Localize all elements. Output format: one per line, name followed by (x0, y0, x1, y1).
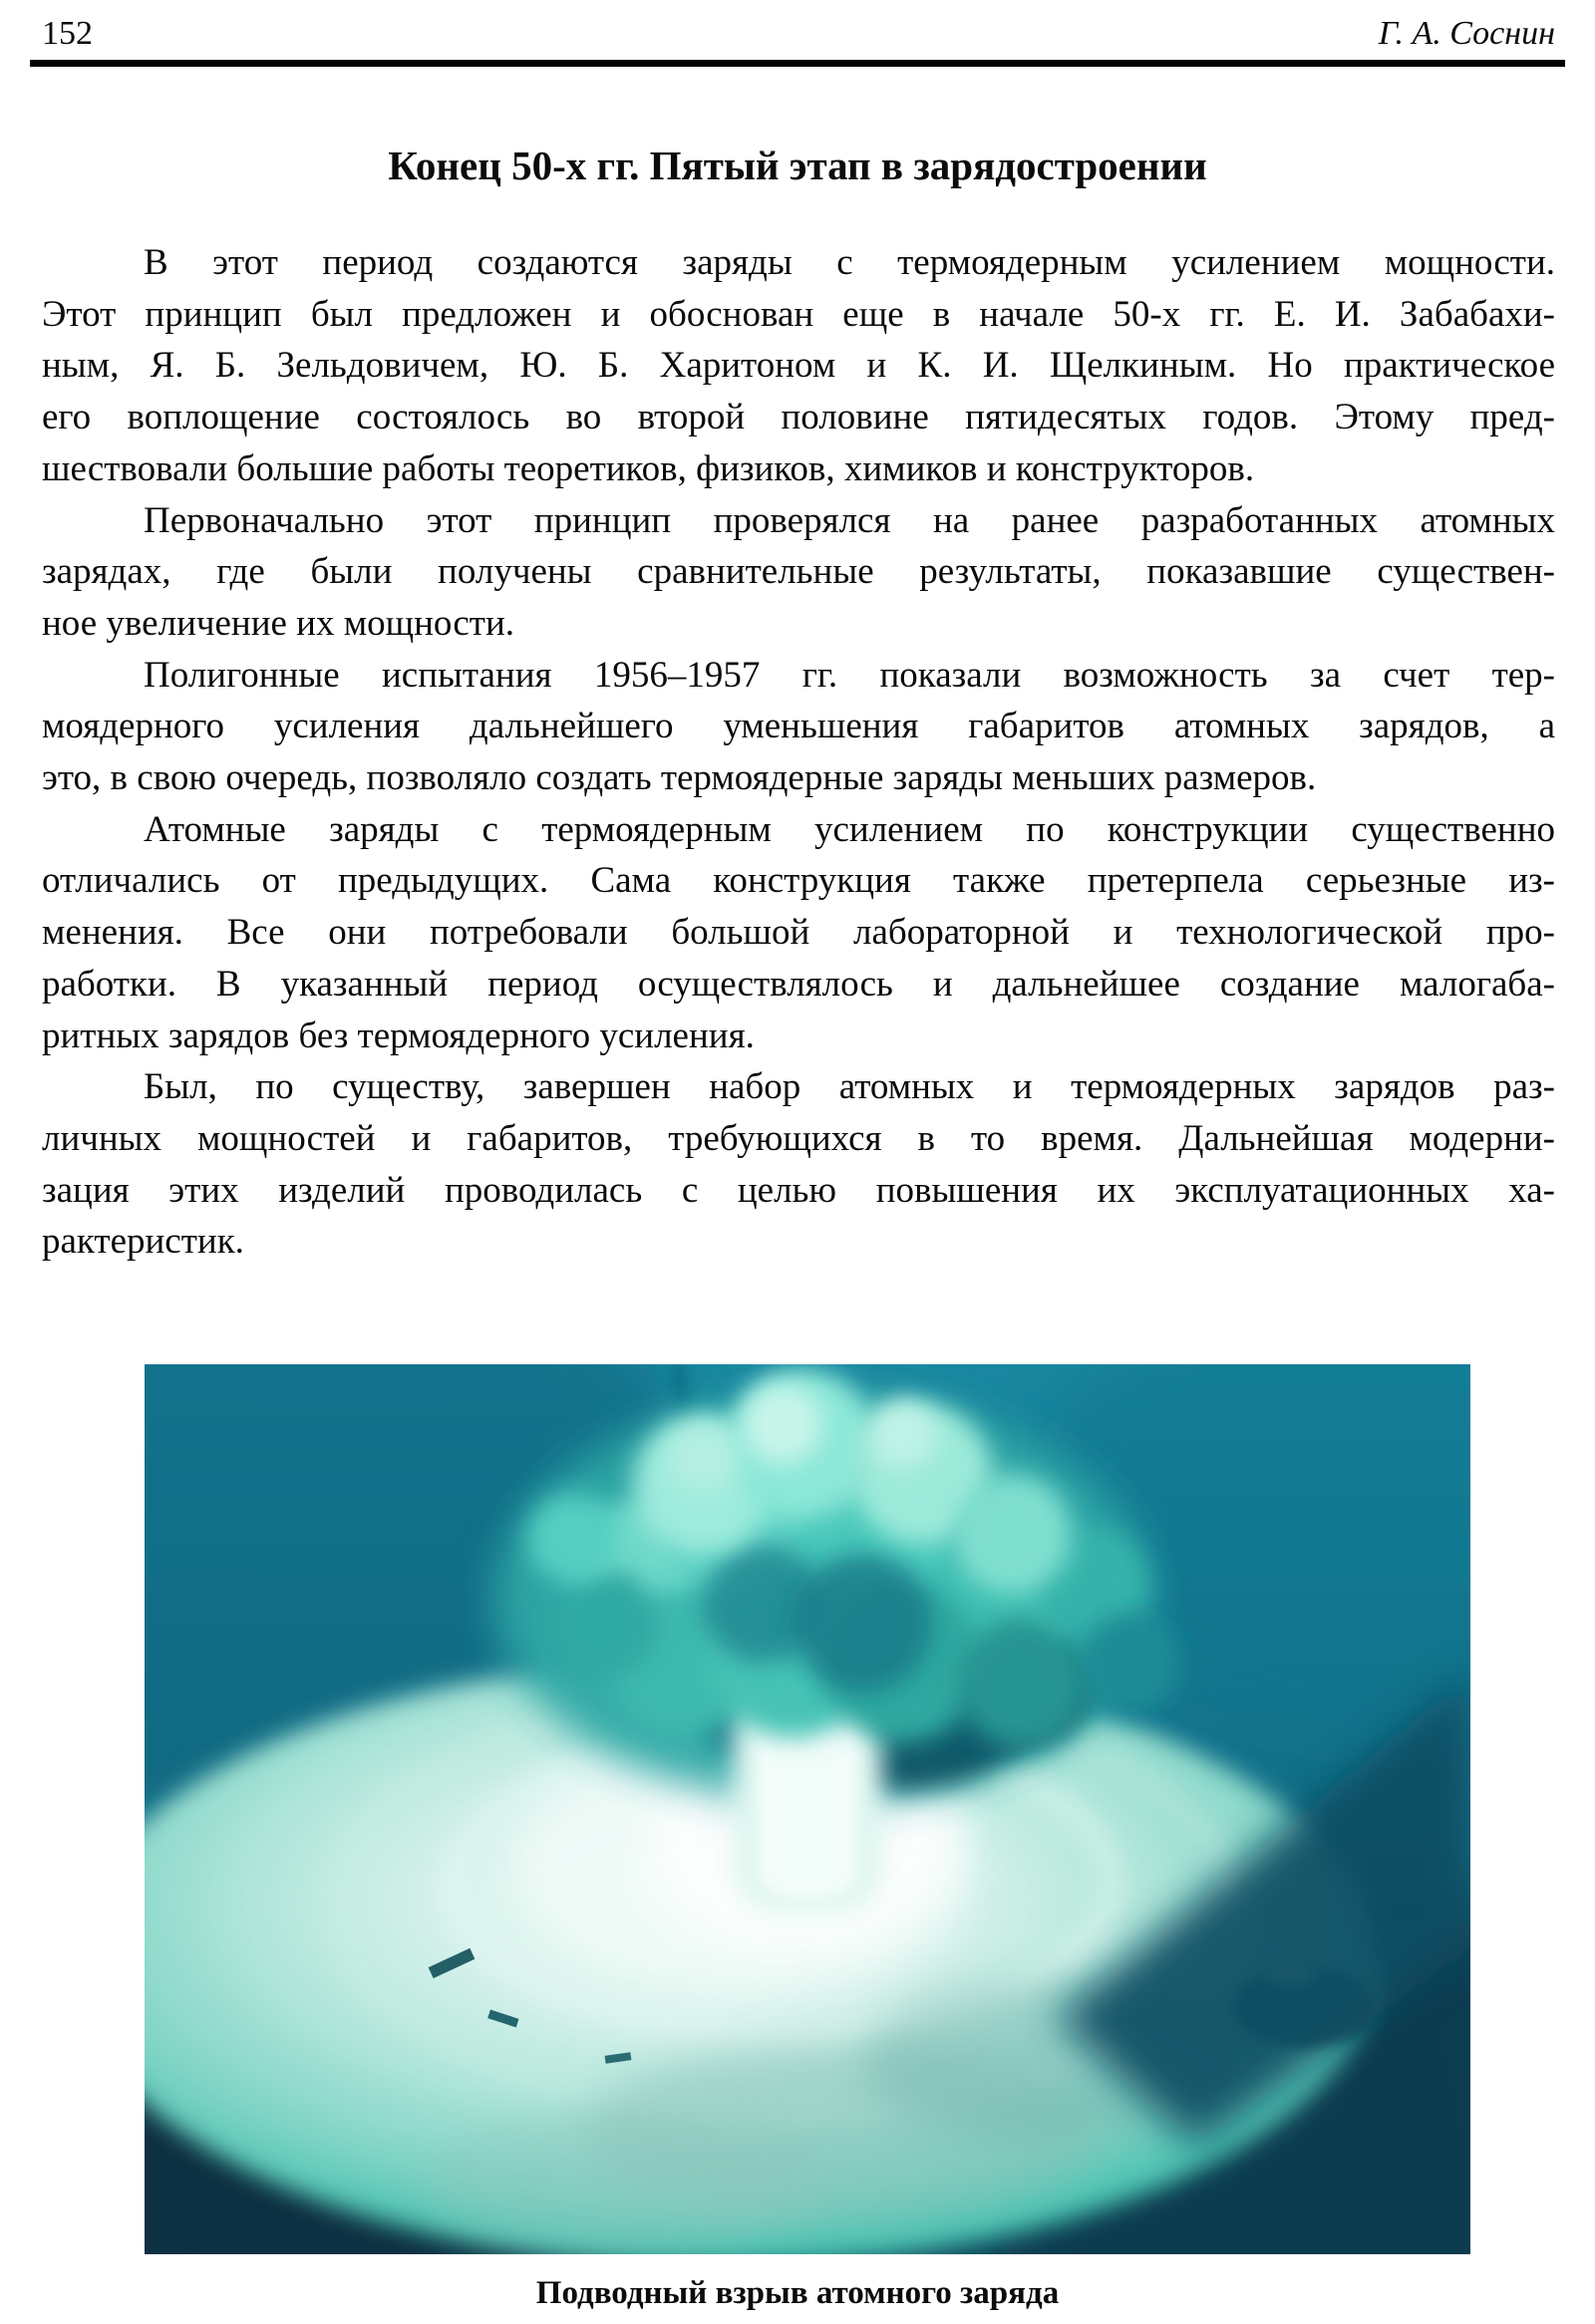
text-line: Был, по существу, завершен набор атомных и термоядерных зарядов раз- (144, 1066, 1555, 1108)
text-line: зарядах, где были получены сравнительные результаты, показавшие существен- (42, 551, 1555, 593)
body-text (42, 237, 1555, 1268)
figure-caption: Подводный взрыв атомного заряда (535, 2275, 1060, 2312)
figure (0, 1364, 1595, 2313)
text-line: личных мощностей и габаритов, требующихся в то время. Дальнейшая модерни- (42, 1117, 1555, 1159)
author-name: Г. А. Соснин (1378, 15, 1555, 52)
text-line: его воплощение состоялось во второй половине пятидесятых годов. Этому пред- (42, 397, 1555, 438)
text-line: шествовали большие работы теоретиков, физиков, химиков и конструкторов. (42, 447, 1255, 489)
paragraph (42, 650, 1555, 804)
text-line: Этот принцип был предложен и обоснован еще в начале 50-х гг. Е. И. Забабахи- (42, 293, 1555, 335)
section-title: Конец 50-х гг. Пятый этап в зарядостроении (388, 143, 1207, 188)
text-line: отличались от предыдущих. Сама конструкция также претерпела серьезные из- (42, 860, 1555, 902)
text-line: моядерного усиления дальнейшего уменьшения габаритов атомных зарядов, а (42, 706, 1555, 747)
underwater-explosion-photo (145, 1364, 1470, 2254)
paragraph (42, 237, 1555, 495)
text-line: это, в свою очередь, позволяло создать термоядерные заряды меньших размеров. (42, 757, 1317, 799)
page-header (0, 0, 1595, 54)
text-line: Атомные заряды с термоядерным усилением по конструкции существенно (144, 808, 1555, 850)
text-line: Первоначально этот принцип проверялся на ранее разработанных атомных (144, 499, 1555, 541)
header-rule (30, 60, 1565, 67)
text-line: Полигонные испытания 1956–1957 гг. показали возможность за счет тер- (144, 654, 1555, 696)
paragraph (42, 1061, 1555, 1268)
text-line: ным, Я. Б. Зельдовичем, Ю. Б. Харитоном и К. И. Щелкиным. Но практическое (42, 345, 1555, 387)
text-line: менения. Все они потребовали большой лабораторной и технологической про- (42, 912, 1555, 954)
text-line: рактеристик. (42, 1221, 244, 1263)
paragraph (42, 804, 1555, 1062)
paragraph (42, 495, 1555, 650)
text-line: В этот период создаются заряды с термоядерным усилением мощности. (144, 242, 1555, 283)
text-line: ритных зарядов без термоядерного усиления. (42, 1015, 755, 1056)
page-number: 152 (42, 15, 93, 52)
text-line: работки. В указанный период осуществлялось и дальнейшее создание малогаба- (42, 963, 1555, 1005)
text-line: ное увеличение их мощности. (42, 602, 514, 644)
text-line: зация этих изделий проводилась с целью повышения их эксплуатационных ха- (42, 1169, 1555, 1211)
